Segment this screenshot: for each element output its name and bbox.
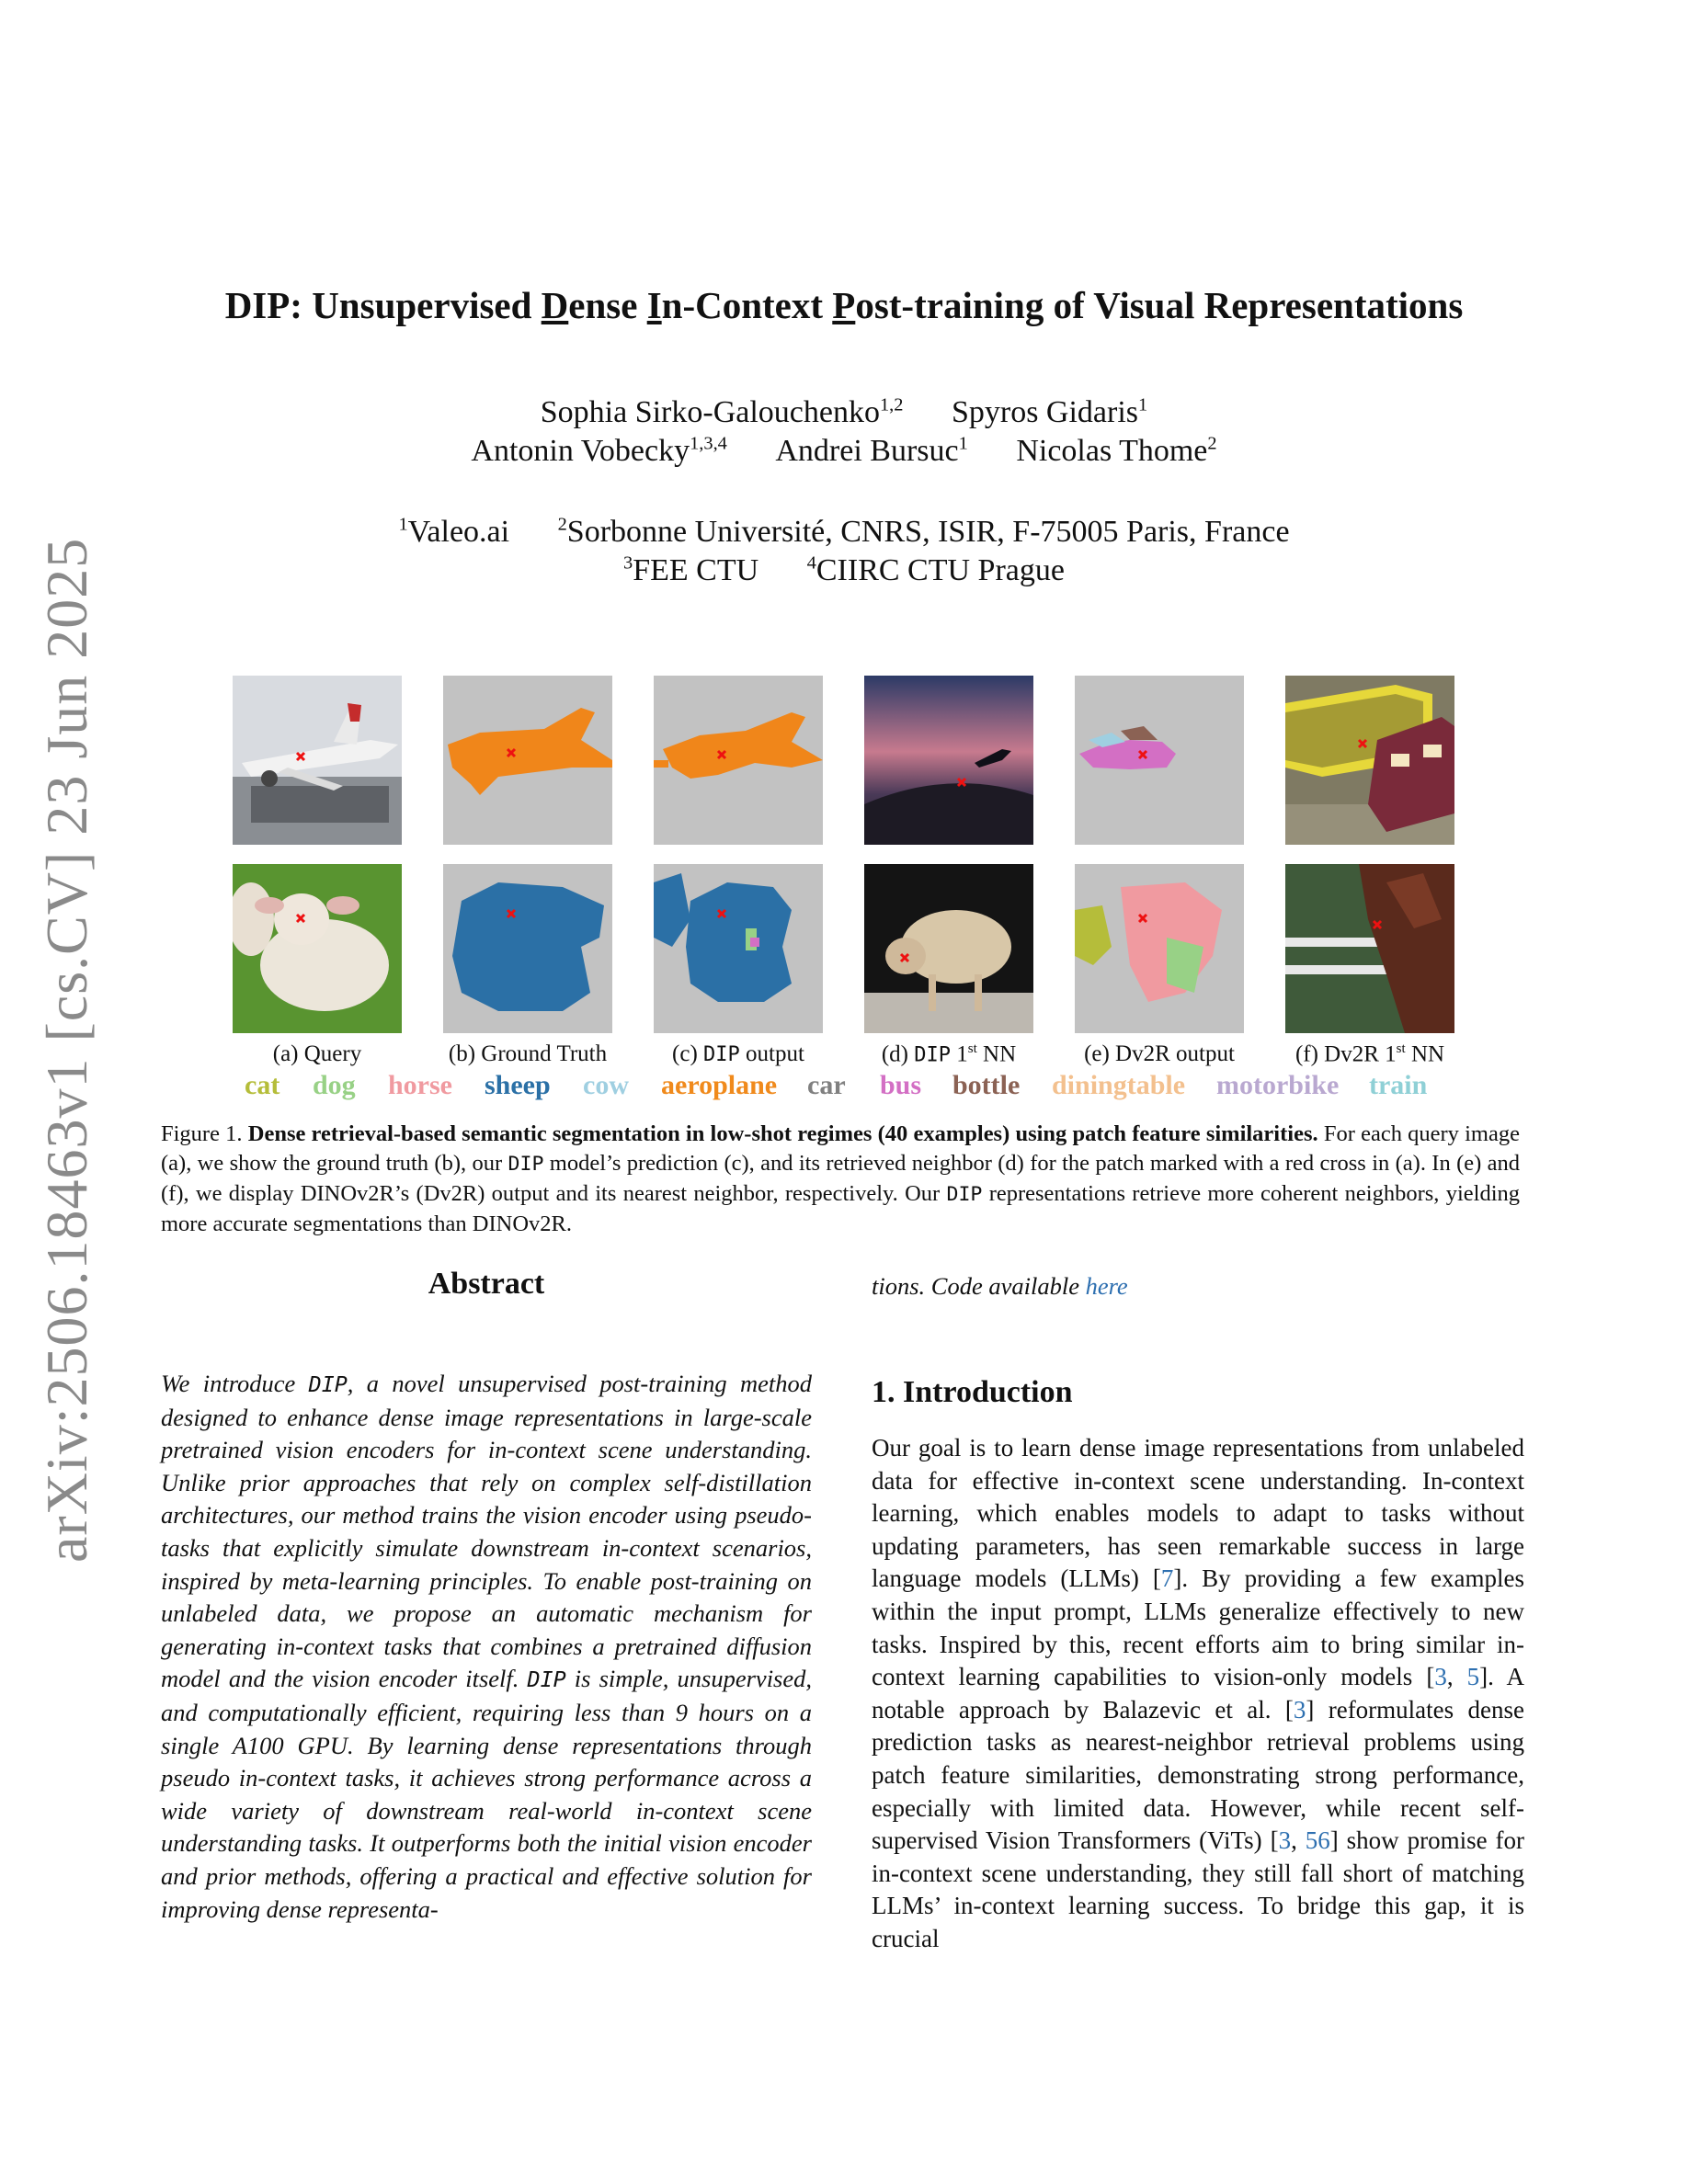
citation-link[interactable]: 3 <box>1293 1695 1306 1723</box>
legend-train: train <box>1369 1070 1428 1100</box>
legend-dog: dog <box>313 1070 356 1100</box>
citation-link[interactable]: 3 <box>1278 1826 1292 1855</box>
affiliation: $^2$Sorbonne Université, CNRS, ISIR, F-75005 Paris, France <box>557 515 1290 550</box>
subcaption-a: (a) Query <box>272 1041 362 1066</box>
author: Andrei Bursuc$^1$ <box>775 434 968 469</box>
legend-bottle: bottle <box>952 1070 1021 1100</box>
abstract-continuation: tions. Code available here <box>872 1272 1128 1300</box>
affiliation: $^1$Valeo.ai <box>398 515 510 550</box>
citation-link[interactable]: 7 <box>1160 1564 1174 1593</box>
affiliation-line-1 <box>0 515 1688 550</box>
figure-image-dip-nn-sheep-night <box>864 864 1033 1033</box>
legend-bus: bus <box>880 1070 922 1100</box>
paper-title: DIP: Unsupervised Dense In-Context Post-training of Visual Representations <box>224 284 1464 326</box>
figure-image-dv2r-nn-horse <box>1285 864 1454 1033</box>
affiliation: $^4$CIIRC CTU Prague <box>806 553 1065 588</box>
arxiv-identifier: arXiv:2506.18463v1 [cs.CV] 23 Jun 2025 <box>34 537 99 1563</box>
subcaption-f: (f) Dv2R 1st NN <box>1295 1041 1445 1067</box>
legend-cow: cow <box>583 1070 629 1100</box>
figure-image-gt-aeroplane <box>443 676 612 845</box>
citation-link[interactable]: 5 <box>1466 1663 1480 1691</box>
subcaption-b: (b) Ground Truth <box>448 1041 608 1066</box>
abstract-heading: Abstract <box>428 1267 545 1301</box>
legend-car: car <box>807 1070 846 1100</box>
figure-image-dv2r-output-aeroplane <box>1075 676 1244 845</box>
subcaption-e: (e) Dv2R output <box>1084 1041 1235 1066</box>
subcaption-d: (d) DIP 1st NN <box>881 1041 1017 1067</box>
legend-aeroplane: aeroplane <box>661 1070 778 1100</box>
introduction-heading: 1. Introduction <box>872 1375 1073 1409</box>
legend-horse: horse <box>388 1070 452 1100</box>
figure-image-dip-output-sheep <box>654 864 823 1033</box>
legend-motorbike: motorbike <box>1216 1070 1340 1100</box>
author: Nicolas Thome$^2$ <box>1016 434 1217 469</box>
author: Antonin Vobecky$^{1,3,4}$ <box>471 434 727 469</box>
citation-link[interactable]: 56 <box>1305 1826 1330 1855</box>
figure-image-dv2r-output-sheep <box>1075 864 1244 1033</box>
figure-image-query-aeroplane <box>233 676 402 845</box>
figure-image-dv2r-nn-trains <box>1285 676 1454 845</box>
figure-image-dip-nn-sunset-aeroplane <box>864 676 1033 845</box>
figure-image-query-sheep <box>233 864 402 1033</box>
legend-sheep: sheep <box>485 1070 551 1100</box>
legend-cat: cat <box>245 1070 280 1100</box>
introduction-body: Our goal is to learn dense image representations from unlabeled data for effective in-context scene understanding. In-context learning, which enables models to adapt to tasks without updating parameters, has seen remarkable success in large language models (LLMs) [7]. By providing a few examples within the input prompt, LLMs generalize effectively to new tasks. Inspired by this, recent efforts aim to bring similar in-context learning capabilities to vision-only models [3, 5]. A notable approach by Balazevic et al. [3] reformulates dense prediction tasks as nearest-neighbor retrieval problems using patch feature similarities, demonstrating strong performance, especially with limited data. However, while recent self-supervised Vision Transformers (ViTs) [3, 56] show promise for in-context scene understanding, they still fall short of matching LLMs’ in-context learning success. To bridge this gap, it is crucial <box>872 1434 1525 1952</box>
citation-link[interactable]: 3 <box>1434 1663 1447 1691</box>
legend-diningtable: diningtable <box>1052 1070 1186 1100</box>
abstract-body: We introduce DIP, a novel unsupervised post-training method designed to enhance dense image representations in large-scale pretrained vision encoders for in-context scene understanding. Unlike prior approaches that rely on complex self-distillation architectures, our method trains the vision encoder using pseudo-tasks that explicitly simulate downstream in-context scenarios, inspired by meta-learning principles. To enable post-training on unlabeled data, we propose an automatic mechanism for generating in-context tasks that combines a pretrained diffusion model and the vision encoder itself. DIP is simple, unsupervised, and computationally efficient, requiring less than 9 hours on a single A100 GPU. By learning dense representations through pseudo in-context tasks, it achieves strong performance across a wide variety of downstream real-world in-context scene understanding tasks. It outperforms both the initial vision encoder and prior methods, offering a practical and effective solution for improving dense representa- <box>161 1370 813 1923</box>
affiliation-line-2 <box>0 553 1688 588</box>
subcaption-c: (c) DIP output <box>672 1041 804 1066</box>
figure-image-dip-output-aeroplane <box>654 676 823 845</box>
affiliation: $^3$FEE CTU <box>623 553 759 588</box>
author-line-2 <box>0 434 1688 469</box>
author: Sophia Sirko-Galouchenko$^{1,2}$ <box>540 395 904 430</box>
author: Spyros Gidaris$^1$ <box>951 395 1148 430</box>
code-link[interactable]: here <box>1085 1272 1128 1300</box>
figure-image-gt-sheep <box>443 864 612 1033</box>
author-line-1 <box>0 395 1688 430</box>
figure-caption: Figure 1. Dense retrieval-based semantic segmentation in low-shot regimes (40 examples) using patch feature similarities. For each query image (a), we show the ground truth (b), our DIP model’s prediction (c), and its retrieved neighbor (d) for the patch marked with a red cross in (a). In (e) and (f), we display DINOv2R’s (Dv2R) output and its nearest neighbor, respectively. Our DIP representations retrieve more coherent neighbors, yielding more accurate segmentations than DINOv2R. <box>161 1121 1521 1236</box>
